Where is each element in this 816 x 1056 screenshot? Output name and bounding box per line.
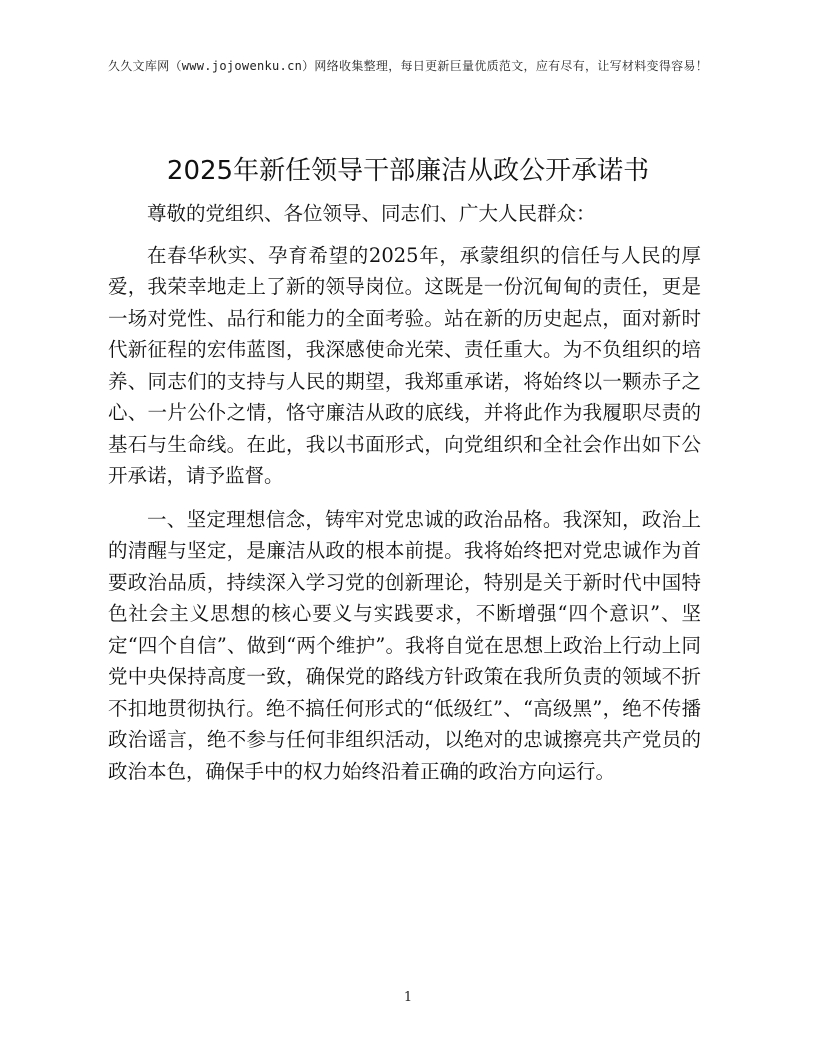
document-title: 2025年新任领导干部廉洁从政公开承诺书 [166,156,650,186]
salutation: 尊敬的党组织、各位领导、同志们、广大人民群众： [147,202,596,225]
page-number: 1 [403,990,413,1005]
paragraph-point-1: 一、坚定理想信念，铸牢对党忠诚的政治品格。我深知，政治上的清醒与坚定，是廉洁从政的根本前提。我将始终把对党忠诚作为首要政治品质，持续深入学习党的创新理论，特别是关于新时代中国特色社会主义思想的核心要义与实践要求，不断增强“四个意识”、坚定“四个自信”、做到“两个维护”。我将自觉在思想上政治上行动上同党中央保持高度一致，确保党的路线方针政策在我所负责的领域不折不扣地贯彻执行。绝不搞任何形式的“低级红”、“高级黑”，绝不传播政治谣言，绝不参与任何非组织活动，以绝对的忠诚擦亮共产党员的政治本色，确保手中的权力始终沿着正确的政治方向运行。 [108,507,701,783]
page-header: 久久文库网（www.jojowenku.cn）网络收集整理，每日更新巨量优质范文，应有尽有，让写材料变得容易！ [107,59,709,73]
paragraph-intro: 在春华秋实、孕育希望的2025年，承蒙组织的信任与人民的厚爱，我荣幸地走上了新的领导岗位。这既是一份沉甸甸的责任，更是一场对党性、品行和能力的全面考验。站在新的历史起点，面对新时代新征程的宏伟蓝图，我深感使命光荣、责任重大。为不负组织的培养、同志们的支持与人民的期望，我郑重承诺，将始终以一颗赤子之心、一片公仆之情，恪守廉洁从政的底线，并将此作为我履职尽责的基石与生命线。在此，我以书面形式，向党组织和全社会作出如下公开承诺，请予监督。 [108,243,701,487]
document-body [108,198,701,799]
